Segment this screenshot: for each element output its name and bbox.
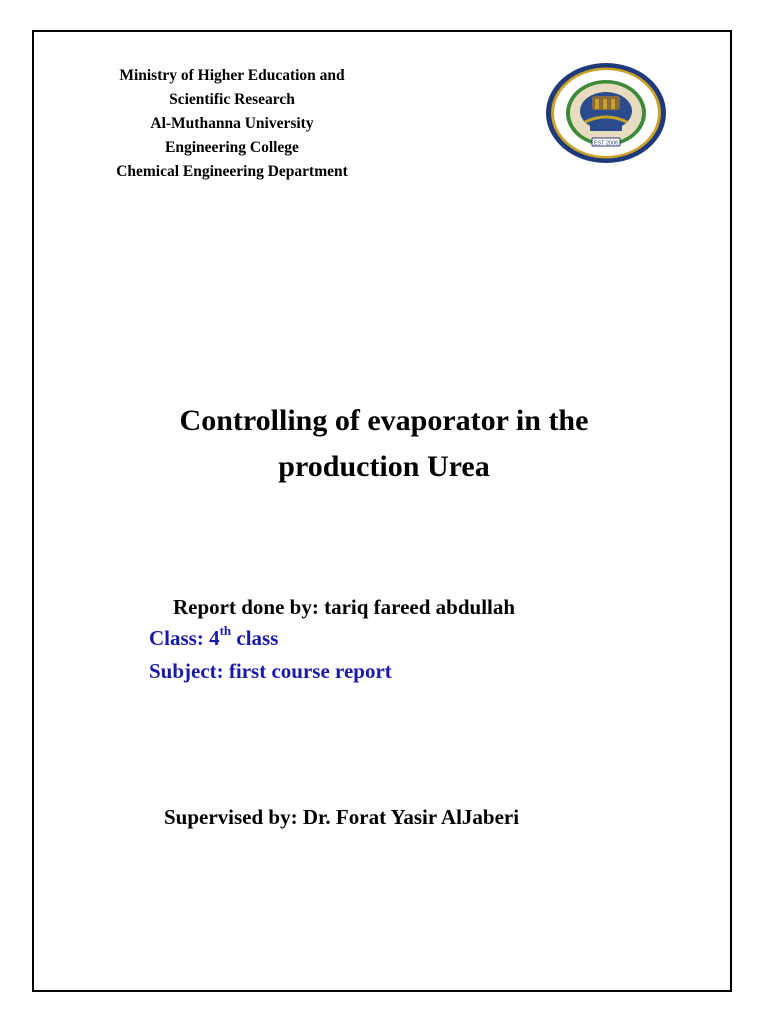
seal-established-text: EST 2006 [593,140,619,147]
class-info [149,623,279,651]
report-author: Report done by: tariq fareed abdullah [173,595,516,619]
ministry-line-1: Ministry of Higher Education and [119,67,345,84]
title-line-1: Controlling of evaporator in the [179,404,589,437]
department-name: Chemical Engineering Department [116,163,348,180]
title-line-2: production Urea [278,450,490,483]
class-suffix: class [231,626,279,650]
university-seal-icon [545,62,667,164]
subject-info: Subject: first course report [149,659,392,683]
ministry-line-2: Scientific Research [169,91,295,108]
college-name: Engineering College [165,139,299,156]
report-title [100,398,668,490]
class-ordinal-suffix: th [219,623,232,638]
supervisor-info: Supervised by: Dr. Forat Yasir AlJaberi [164,805,520,829]
class-prefix: Class: 4 [149,626,220,650]
university-name: Al-Muthanna University [150,115,314,132]
institution-header [80,64,384,184]
